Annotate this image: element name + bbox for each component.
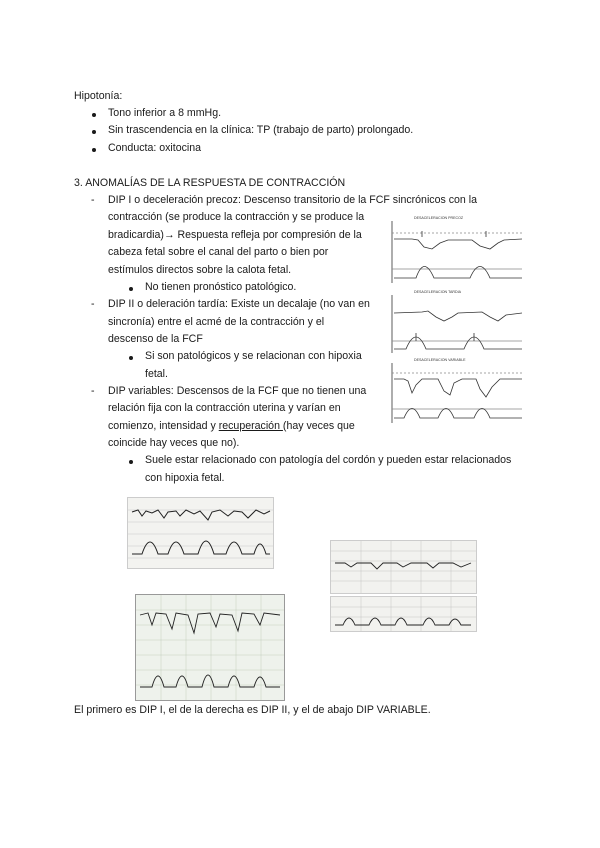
dip2-line-3: descenso de la FCF bbox=[108, 333, 203, 345]
list-dash: - bbox=[91, 194, 95, 206]
deceleration-schematic-figure bbox=[382, 213, 527, 428]
ctg-strip-variable-svg bbox=[136, 595, 284, 700]
recuperacion-underlined: recuperación bbox=[218, 420, 283, 432]
dip1-sub: No tienen pronóstico patológico. bbox=[145, 281, 297, 293]
dip3-line-3-pre: comienzo, intensidad y bbox=[108, 420, 219, 432]
bullet-dot bbox=[129, 287, 133, 291]
figure-label-tardia: DESACELERACION TARDIA bbox=[414, 290, 461, 294]
dip1-line-5: estímulos directos sobre la calota fetal. bbox=[108, 264, 292, 276]
dip3-line-1: DIP variables: Descensos de la FCF que no tienen una bbox=[108, 385, 367, 397]
dip3-line-3 bbox=[108, 418, 355, 436]
bullet-dot bbox=[92, 148, 96, 152]
dip1-line-1: DIP I o deceleración precoz: Descenso transitorio de la FCF sincrónicos con la bbox=[108, 194, 477, 206]
dip1-line-3: bradicardia)→ Respuesta refleja por compresión de la bbox=[108, 229, 362, 241]
ctg-strip-dip2-top-svg bbox=[331, 541, 476, 593]
list-dash: - bbox=[91, 385, 95, 397]
list-dash: - bbox=[91, 298, 95, 310]
dip2-line-2: sincronía) entre el acmé de la contracción y el bbox=[108, 316, 325, 328]
section-heading: 3. ANOMALÍAS DE LA RESPUESTA DE CONTRACCIÓN bbox=[74, 177, 346, 189]
dip3-sub-1: Suele estar relacionado con patología del cordón y pueden estar relacionados bbox=[145, 454, 512, 466]
hipotonia-bullet-1: Tono inferior a 8 mmHg. bbox=[108, 107, 222, 119]
ctg-strip-dip2-top bbox=[330, 540, 477, 594]
figure-caption: El primero es DIP I, el de la derecha es DIP II, y el de abajo DIP VARIABLE. bbox=[74, 704, 431, 716]
figure-label-variable: DESACELERACION VARIABLE bbox=[414, 358, 466, 362]
dip3-line-4: coincide hay veces que no). bbox=[108, 437, 240, 449]
dip1-line-2: contracción (se produce la contracción y se produce la bbox=[108, 211, 365, 223]
bullet-dot bbox=[129, 460, 133, 464]
ctg-strip-dip2-bottom-svg bbox=[331, 597, 476, 631]
dip2-sub-1: Si son patológicos y se relacionan con hipoxia bbox=[145, 350, 362, 362]
hipotonia-heading: Hipotonía: bbox=[74, 90, 123, 102]
dip3-line-2: relación fija con la contracción uterina y varían en bbox=[108, 402, 341, 414]
bullet-dot bbox=[92, 113, 96, 117]
bullet-dot bbox=[129, 356, 133, 360]
deceleration-schematic-svg bbox=[382, 213, 527, 428]
ctg-strip-dip2-bottom bbox=[330, 596, 477, 632]
dip3-line-3-post: (hay veces que bbox=[282, 420, 355, 432]
dip2-line-1: DIP II o deleración tardía: Existe un decalaje (no van en bbox=[108, 298, 370, 310]
ctg-strip-dip1 bbox=[127, 497, 274, 569]
hipotonia-bullet-3: Conducta: oxitocina bbox=[108, 142, 202, 154]
dip1-line-4: cabeza fetal sobre el canal del parto o bien por bbox=[108, 246, 329, 258]
ctg-strip-dip1-svg bbox=[128, 498, 273, 568]
figure-label-precoz: DESACELERACION PRECOZ bbox=[414, 216, 464, 220]
dip2-sub-2: fetal. bbox=[145, 368, 168, 380]
ctg-strip-variable bbox=[135, 594, 285, 701]
bullet-dot bbox=[92, 130, 96, 134]
hipotonia-bullet-2: Sin trascendencia en la clínica: TP (trabajo de parto) prolongado. bbox=[108, 124, 414, 136]
dip3-sub-2: con hipoxia fetal. bbox=[145, 472, 225, 484]
